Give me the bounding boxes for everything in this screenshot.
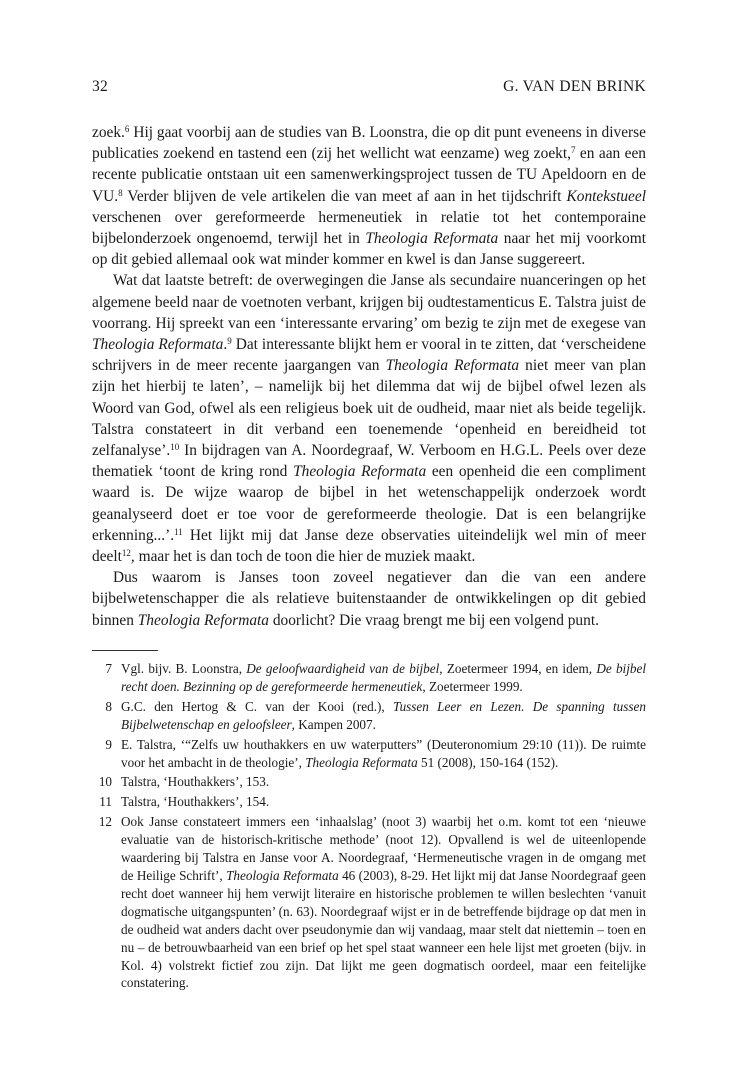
footnote-12	[92, 813, 646, 992]
text-span: Talstra, ‘Houthakkers’, 154.	[121, 794, 270, 810]
footnote-ref: 12	[121, 548, 131, 559]
main-text	[92, 122, 646, 631]
italic-title: Theologia Reformata	[365, 230, 499, 248]
text-span: E. Talstra, ‘“Zelfs uw houthakkers en uw waterputters” (Deuteronomium 29:10 (11)). De ruimte voor het ambacht in de theologie’,	[121, 736, 646, 770]
text-span: .	[223, 336, 228, 354]
footnote-ref: 11	[174, 526, 183, 537]
footnote-11	[92, 793, 646, 811]
text-span: verschenen over gereformeerde hermeneutiek in relatie tot het contemporaine bijbelonderzoek ongenoemd, terwijl het in	[92, 208, 646, 248]
paragraph-2	[92, 270, 646, 567]
running-head: G. VAN DEN BRINK	[503, 78, 646, 95]
footnote-ref: 10	[170, 442, 180, 453]
text-span: Verder blijven de vele artikelen die van meet af aan in het tijdschrift	[122, 187, 567, 205]
footnote-number: 7	[105, 661, 112, 676]
italic-title: Tussen Leer en Lezen. De spanning tussen Bijbelwetenschap en geloofsleer	[121, 698, 646, 732]
text-span: Vgl. bijv. B. Loonstra,	[121, 661, 247, 676]
text-span: doorlicht? Die vraag brengt me bij een volgend punt.	[269, 611, 599, 629]
italic-title: Theologia Reformata	[92, 336, 224, 354]
text-span: Het lijkt mij dat Janse deze observaties uiteindelijk wel min of meer deelt	[92, 526, 646, 566]
text-span: Ook Janse constateert immers een ‘inhaalslag’ (noot 3) waarbij het o.m. komt tot een ‘nieuwe evaluatie van de historisch-kritische methode’ (noot 12). Opvallend is wel de uiteenlopende waardering bij Talstra en Janse voor A. Noordegraaf, ‘Hermeneutische vragen in de omgang met de Heilige Schrift’,	[121, 814, 646, 883]
page-header	[92, 78, 646, 100]
italic-title: Theologia Reformata	[293, 463, 427, 481]
text-span: , maar het is dan toch de toon die hier de muziek maakt.	[130, 548, 476, 566]
italic-title: De bijbel recht doen. Bezinning op de gereformeerde hermeneutiek	[121, 661, 646, 694]
footnote-ref: 8	[118, 187, 123, 198]
footnote-number: 10	[98, 774, 112, 790]
text-span: Wat dat laatste betreft: de overwegingen die Janse als secundaire nuanceringen op het algemene beeld naar de voetnoten verbant, krijgen bij oudtestamenticus E. Talstra juist de voorrang. Hij spreekt van een ‘interessante ervaring’ om bezig te zijn met de exegese van	[92, 272, 646, 332]
footnote-ref: 6	[124, 124, 130, 134]
page-number: 32	[92, 78, 109, 95]
text-span: Hij gaat voorbij aan de studies van B. Loonstra, die op dit punt eveneens in diverse publicaties zoekend en tastend een (zij het wellicht wat eenzame) weg zoekt,	[92, 124, 646, 163]
text-span: , Kampen 2007.	[291, 716, 376, 732]
footnote-8	[92, 698, 646, 734]
footnote-separator	[92, 650, 158, 651]
italic-title: Theologia Reformata	[305, 754, 418, 770]
footnote-number: 8	[105, 698, 112, 714]
text-span: Dus waarom is Janses toon zoveel negatiever dan die van een andere bijbelwetenschapper die als relatieve buitenstaander de ontwikkelingen op dit gebied binnen	[92, 569, 646, 629]
text-span: naar het mij voorkomt op dit gebied allemaal ook wat minder kommer en kwel is dan Janse suggereert.	[92, 230, 646, 269]
footnote-10	[92, 773, 646, 791]
text-span: zoek.	[92, 124, 125, 141]
footnote-number: 11	[99, 794, 112, 810]
italic-title: Theologia Reformata	[385, 357, 520, 375]
italic-title: Theologia Reformata	[226, 867, 339, 883]
text-span: 46 (2003), 8-29. Het lijkt mij dat Janse Noordegraaf geen recht doet wanneer hij hem verwijt literaire en historische problemen te willen beslechten ‘vanuit dogmatische uitgangspunten’ (n. 63). Noordegraaf wijst er in de betreffende bijdrage op dat men in de oudheid wat anders dacht over pseudonymie dan wij vandaag, maar stelt dat niettemin – toen en nu – de betrouwbaarheid van een brief op het spel staat wanneer een hele lijst met groeten (bijv. in Kol. 4) volstrekt fictief zou zijn. Dat lijkt me geen dogmatisch oordeel, maar een feitelijke constatering.	[121, 867, 646, 991]
text-span: 51 (2008), 150-164 (152).	[417, 754, 559, 770]
footnote-ref: 7	[570, 145, 576, 156]
text-span: In bijdragen van A. Noordegraaf, W. Verboom en H.G.L. Peels over deze thematiek ‘toont de kring rond	[92, 442, 646, 481]
text-span: G.C. den Hertog & C. van der Kooi (red.),	[121, 698, 393, 714]
paragraph-3	[92, 567, 646, 631]
footnote-9	[92, 736, 646, 772]
italic-title: Theologia Reformata	[137, 611, 269, 629]
footnotes	[92, 660, 646, 994]
italic-title: De geloofwaardigheid van de bijbel	[246, 661, 440, 676]
paragraph-1	[92, 122, 646, 270]
footnote-number: 12	[98, 814, 112, 830]
text-span: Dat interessante blijkt hem er vooral in te zitten, dat ‘verscheidene schrijvers in de meer recente jaargangen van	[92, 336, 646, 375]
text-span: , Zoetermeer 1994, en idem,	[439, 661, 597, 676]
text-span: niet meer van plan zijn het hierbij te laten’, – namelijk bij het dilemma dat wij de bijbel ofwel lezen als Woord van God, ofwel als een religieus boek uit de oudheid, maar niet als beide tegelijk. Talstra constateert in dit verband een toenemende ‘openheid en bereidheid tot zelfanalyse’.	[92, 357, 646, 460]
text-span: en aan een recente publicatie ontstaan uit een samenwerkingsproject tussen de TU Apeldoorn en de VU.	[92, 145, 646, 205]
text-span: een openheid die een compliment waard is. De wijze waarop de bijbel in het wetenschappelijk onderzoek wordt geanalyseerd doet er toe voor de gereformeerde theologie. Dat is een belangrijke erkenning...’.	[92, 463, 646, 544]
italic-title: Kontekstueel	[566, 187, 646, 205]
footnote-number: 9	[105, 736, 112, 752]
text-span: Talstra, ‘Houthakkers’, 153.	[121, 774, 270, 790]
footnote-7	[92, 660, 646, 696]
footnote-ref: 9	[227, 336, 232, 347]
text-span: , Zoetermeer 1999.	[422, 678, 523, 694]
